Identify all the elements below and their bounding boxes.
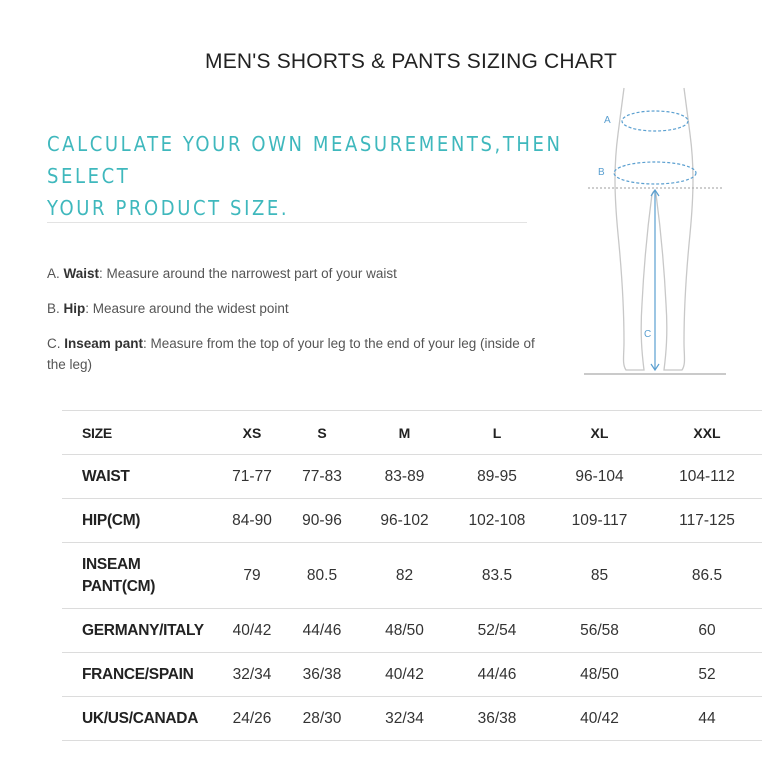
table-cell: 44/46 <box>447 653 547 697</box>
table-cell: 56/58 <box>547 609 652 653</box>
table-header-row <box>62 411 762 455</box>
header-cell: XL <box>547 411 652 455</box>
table-cell: 89-95 <box>447 455 547 499</box>
table-cell: 96-102 <box>362 499 447 543</box>
body-measurement-figure <box>580 84 730 384</box>
table-cell: 32/34 <box>222 653 282 697</box>
divider <box>47 222 527 223</box>
table-cell: 82 <box>362 543 447 609</box>
table-row <box>62 609 762 653</box>
table-cell: 40/42 <box>222 609 282 653</box>
instruction-text: : Measure around the widest point <box>85 301 289 316</box>
header-cell: S <box>282 411 362 455</box>
table-cell: 60 <box>652 609 762 653</box>
instruction-text: : Measure from the top of your leg to the end of your leg (inside of the leg) <box>47 336 535 372</box>
table-cell: 117-125 <box>652 499 762 543</box>
table-cell: 36/38 <box>282 653 362 697</box>
table-cell: 85 <box>547 543 652 609</box>
table-cell: 80.5 <box>282 543 362 609</box>
table-cell: 32/34 <box>362 697 447 741</box>
header-cell: L <box>447 411 547 455</box>
table-cell: 48/50 <box>362 609 447 653</box>
hip-measure-ring <box>614 162 696 184</box>
table-row <box>62 653 762 697</box>
header-cell: XS <box>222 411 282 455</box>
table-cell: 104-112 <box>652 455 762 499</box>
table-cell: 109-117 <box>547 499 652 543</box>
row-label: FRANCE/SPAIN <box>62 653 222 697</box>
instruction-hip <box>47 298 537 319</box>
table-cell: 102-108 <box>447 499 547 543</box>
row-label: GERMANY/ITALY <box>62 609 222 653</box>
instruction-term: Hip <box>63 301 86 316</box>
table-cell: 90-96 <box>282 499 362 543</box>
row-label: WAIST <box>62 455 222 499</box>
table-cell: 44 <box>652 697 762 741</box>
size-table <box>62 410 762 741</box>
table-cell: 83.5 <box>447 543 547 609</box>
instruction-term: Waist <box>63 266 100 281</box>
table-row <box>62 697 762 741</box>
table-cell: 48/50 <box>547 653 652 697</box>
instruction-prefix: C. <box>47 336 65 351</box>
table-cell: 52 <box>652 653 762 697</box>
table-cell: 86.5 <box>652 543 762 609</box>
table-cell: 28/30 <box>282 697 362 741</box>
table-cell: 36/38 <box>447 697 547 741</box>
headline <box>47 128 567 224</box>
header-cell: SIZE <box>62 411 222 455</box>
table-cell: 77-83 <box>282 455 362 499</box>
table-cell: 40/42 <box>362 653 447 697</box>
headline-line-1: CALCULATE YOUR OWN MEASUREMENTS,THEN SELECT <box>47 132 563 188</box>
page-title: MEN'S SHORTS & PANTS SIZING CHART <box>205 50 617 73</box>
table-cell: 52/54 <box>447 609 547 653</box>
table-cell: 84-90 <box>222 499 282 543</box>
figure-outline-right <box>656 88 693 370</box>
table-cell: 24/26 <box>222 697 282 741</box>
table-cell: 44/46 <box>282 609 362 653</box>
table-row <box>62 499 762 543</box>
table-cell: 71-77 <box>222 455 282 499</box>
row-label: UK/US/CANADA <box>62 697 222 741</box>
table-row <box>62 455 762 499</box>
header-cell: XXL <box>652 411 762 455</box>
instruction-prefix: B. <box>47 301 64 316</box>
table-cell: 40/42 <box>547 697 652 741</box>
row-label: INSEAM PANT(CM) <box>62 543 222 609</box>
instruction-waist <box>47 263 537 284</box>
table-row <box>62 543 762 609</box>
instruction-prefix: A. <box>47 266 64 281</box>
label-b: B <box>598 167 605 178</box>
table-cell: 83-89 <box>362 455 447 499</box>
label-a: A <box>604 115 611 126</box>
row-label: HIP(CM) <box>62 499 222 543</box>
figure-outline-left <box>615 88 652 370</box>
headline-line-2: YOUR PRODUCT SIZE. <box>47 196 290 220</box>
instruction-inseam <box>47 333 537 375</box>
header-cell: M <box>362 411 447 455</box>
instruction-text: : Measure around the narrowest part of your waist <box>99 266 397 281</box>
waist-measure-ring <box>622 111 688 131</box>
instruction-term: Inseam pant <box>64 336 144 351</box>
label-c: C <box>644 329 652 340</box>
table-cell: 96-104 <box>547 455 652 499</box>
table-cell: 79 <box>222 543 282 609</box>
